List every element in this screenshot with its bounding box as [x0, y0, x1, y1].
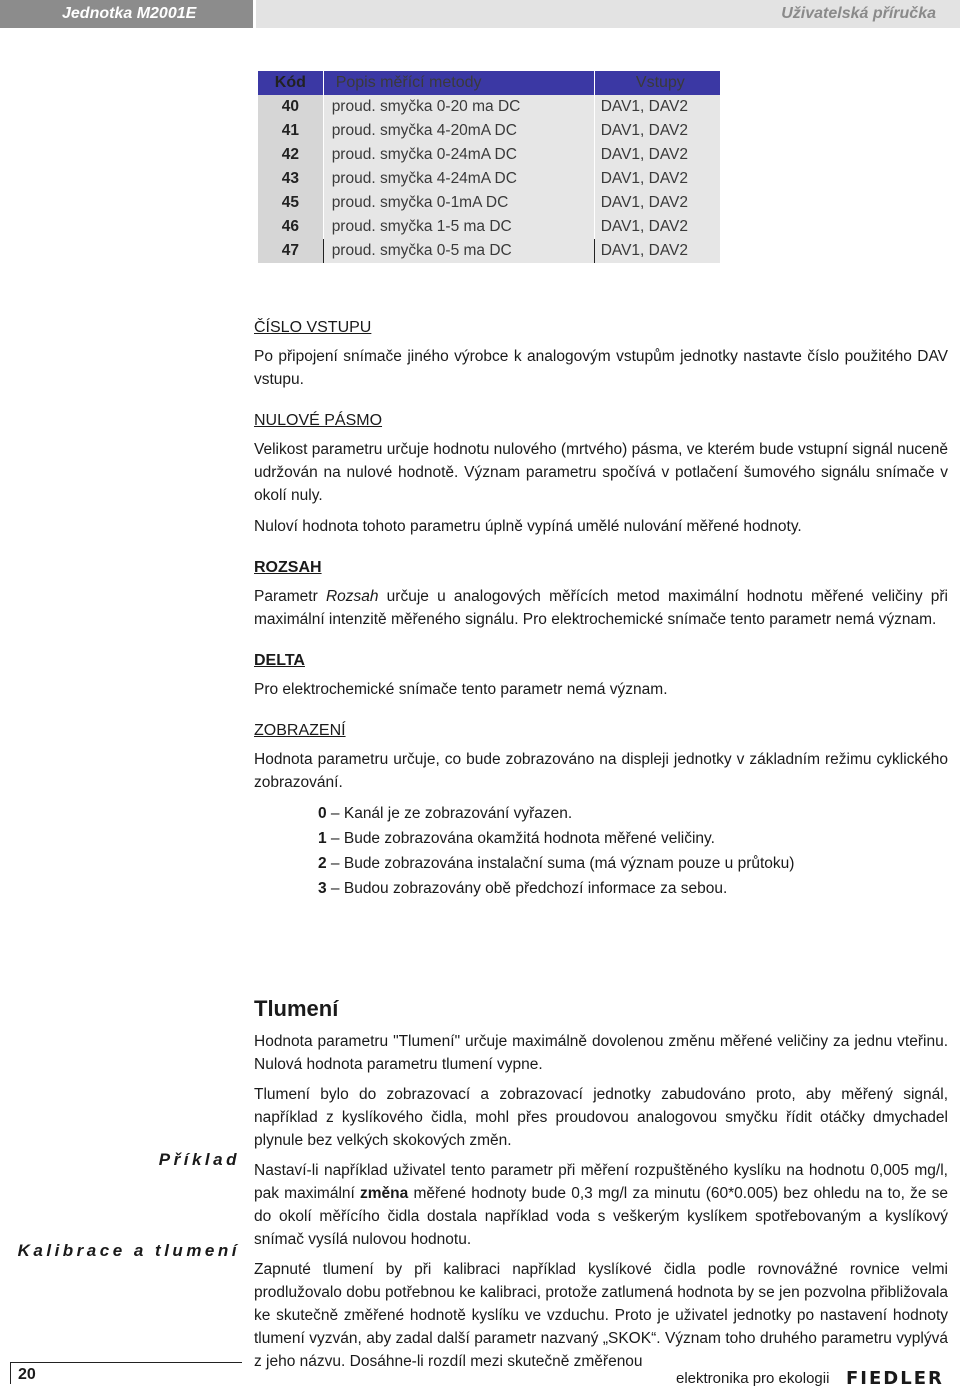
table-header-row: [258, 71, 720, 95]
header-manual: Uživatelská příručka: [256, 0, 960, 28]
list-item: [318, 877, 948, 900]
table-row: [258, 239, 720, 263]
cell-code: 41: [258, 119, 323, 143]
cell-desc: proud. smyčka 0-24mA DC: [323, 143, 594, 167]
col-popis: Popis měřící metody: [323, 71, 594, 95]
option-text: – Bude zobrazována instalační suma (má význam pouze u průtoku): [326, 855, 795, 872]
option-text: – Kanál je ze zobrazování vyřazen.: [326, 805, 573, 822]
section-nulove: [254, 409, 948, 538]
heading-zobrazeni: ZOBRAZENÍ: [254, 722, 346, 739]
cell-inputs: DAV1, DAV2: [594, 143, 720, 167]
page-number: 20: [18, 1366, 36, 1383]
header-product: Jednotka M2001E: [0, 0, 253, 28]
heading-tlumeni: Tlumení: [254, 996, 339, 1021]
cell-desc: proud. smyčka 0-20 ma DC: [323, 95, 594, 119]
cell-inputs: DAV1, DAV2: [594, 215, 720, 239]
list-item: [318, 827, 948, 850]
cell-code: 45: [258, 191, 323, 215]
margin-label-priklad: Příklad: [158, 1150, 240, 1169]
table-row: [258, 191, 720, 215]
text-nulove-1: Velikost parametru určuje hodnotu nulového (mrtvého) pásma, ve kterém bude vstupní signál nuceně udržován na nulové hodnotě. Význam parametru spočívá v potlačení šumového signálu snímače v okolí nuly.: [254, 441, 948, 504]
heading-nulove: NULOVÉ PÁSMO: [254, 412, 383, 429]
text-tlumeni-example: [254, 1159, 948, 1251]
table-row: [258, 95, 720, 119]
methods-table: [258, 71, 720, 263]
text-tlumeni-calibration: Zapnuté tlumení by při kalibraci například kyslíkové čidla podle rovnovážné rovnice velmi prodlužovalo dobu potřebnou ke kalibraci, protože zatlumená hodnota by se jen pozvolna přibližovala ke skutečně změřené hodnotě kyslíku ve vzduchu. Proto je uživatel jednotky po nastavení hodnoty tlumení vyzván, aby zadal další parametr nazvaný „SKOK“. Význam toho druhého parametru vyplývá z jeho názvu. Dosáhne-li rozdíl mezi skutečně změřenou: [254, 1261, 948, 1370]
text-example-a: Nastaví-li například uživatel tento parametr při měření rozpuštěného kyslíku na hodnotu 0,005 mg/l, pak maximální: [254, 1162, 948, 1202]
col-kod: Kód: [258, 71, 323, 95]
col-vstupy: Vstupy: [594, 71, 720, 95]
table-row: [258, 119, 720, 143]
cell-code: 40: [258, 95, 323, 119]
parameters-section: [254, 316, 948, 918]
option-text: – Bude zobrazována okamžitá hodnota měřené veličiny.: [326, 830, 715, 847]
footer-divider-vertical: [10, 1362, 11, 1384]
heading-rozsah: ROZSAH: [254, 559, 322, 576]
cell-desc: proud. smyčka 4-20mA DC: [323, 119, 594, 143]
list-item: [318, 802, 948, 825]
cell-inputs: DAV1, DAV2: [594, 239, 720, 263]
fiedler-logo: FIEDLER: [846, 1368, 944, 1389]
heading-delta: DELTA: [254, 652, 305, 669]
text-cislo: Po připojení snímače jiného výrobce k analogovým vstupům jednotky nastavte číslo použitého DAV vstupu.: [254, 348, 948, 388]
text-delta: Pro elektrochemické snímače tento parametr nemá význam.: [254, 681, 668, 698]
heading-cislo: ČÍSLO VSTUPU: [254, 319, 372, 336]
table-row: [258, 143, 720, 167]
cell-code: 43: [258, 167, 323, 191]
cell-desc: proud. smyčka 4-24mA DC: [323, 167, 594, 191]
option-number: 1: [318, 830, 327, 847]
cell-inputs: DAV1, DAV2: [594, 191, 720, 215]
list-item: [318, 852, 948, 875]
text-example-b: měřené hodnoty bude 0,3 mg/l za minutu (60*0.005) bez ohledu na to, že se do okolí měřícího čidla dostala například voda s veškerým kyslíkem spotřebovaným a kyslíkový snímač vysílá nulovou hodnotu.: [254, 1185, 949, 1248]
section-zobrazeni: [254, 719, 948, 900]
text-rozsah-a: Parametr: [254, 588, 326, 605]
text-rozsah-term: Rozsah: [325, 588, 379, 605]
zobrazeni-options: [318, 802, 948, 900]
text-rozsah: [254, 585, 948, 631]
section-delta: [254, 649, 948, 701]
footer-tagline: elektronika pro ekologii: [676, 1370, 830, 1387]
text-tlumeni-2: Tlumení bylo do zobrazovací a zobrazovací jednotky zabudováno proto, aby měřený signál, například z kyslíkového čidla, mohl přes proudovou analogovou smyčku řídit otáčky dmychadel plynule bez velkých skokových změn.: [254, 1086, 948, 1149]
text-rozsah-b: určuje u analogových měřících metod maximální hodnotu měřené veličiny při maximální intenzitě měřeného signálu. Pro elektrochemické snímače tento parametr nemá význam.: [254, 588, 948, 628]
cell-code: 47: [258, 239, 323, 263]
margin-label-kalibrace: Kalibrace a tlumení: [17, 1241, 240, 1260]
table-row: [258, 215, 720, 239]
tlumeni-section: [254, 1030, 948, 1380]
cell-desc: proud. smyčka 0-1mA DC: [323, 191, 594, 215]
text-nulove-2: Nuloví hodnota tohoto parametru úplně vypíná umělé nulování měřené hodnoty.: [254, 518, 802, 535]
footer-divider: [10, 1362, 242, 1363]
text-example-bold: změna: [360, 1185, 409, 1202]
page-header: [0, 0, 960, 28]
text-zobrazeni: Hodnota parametru určuje, co bude zobrazováno na displeji jednotky v základním režimu cyklického zobrazování.: [254, 751, 948, 791]
cell-desc: proud. smyčka 0-5 ma DC: [323, 239, 594, 263]
section-cislo: [254, 316, 948, 391]
option-number: 3: [318, 880, 327, 897]
cell-inputs: DAV1, DAV2: [594, 95, 720, 119]
text-tlumeni-1: Hodnota parametru "Tlumení" určuje maximálně dovolenou změnu měřené veličiny za jednu vteřinu. Nulová hodnota parametru tlumení vypne.: [254, 1033, 948, 1073]
cell-inputs: DAV1, DAV2: [594, 167, 720, 191]
section-rozsah: [254, 556, 948, 631]
table-row: [258, 167, 720, 191]
option-number: 0: [318, 805, 327, 822]
cell-inputs: DAV1, DAV2: [594, 119, 720, 143]
cell-desc: proud. smyčka 1-5 ma DC: [323, 215, 594, 239]
option-text: – Budou zobrazovány obě předchozí informace za sebou.: [326, 880, 728, 897]
option-number: 2: [318, 855, 327, 872]
cell-code: 46: [258, 215, 323, 239]
cell-code: 42: [258, 143, 323, 167]
